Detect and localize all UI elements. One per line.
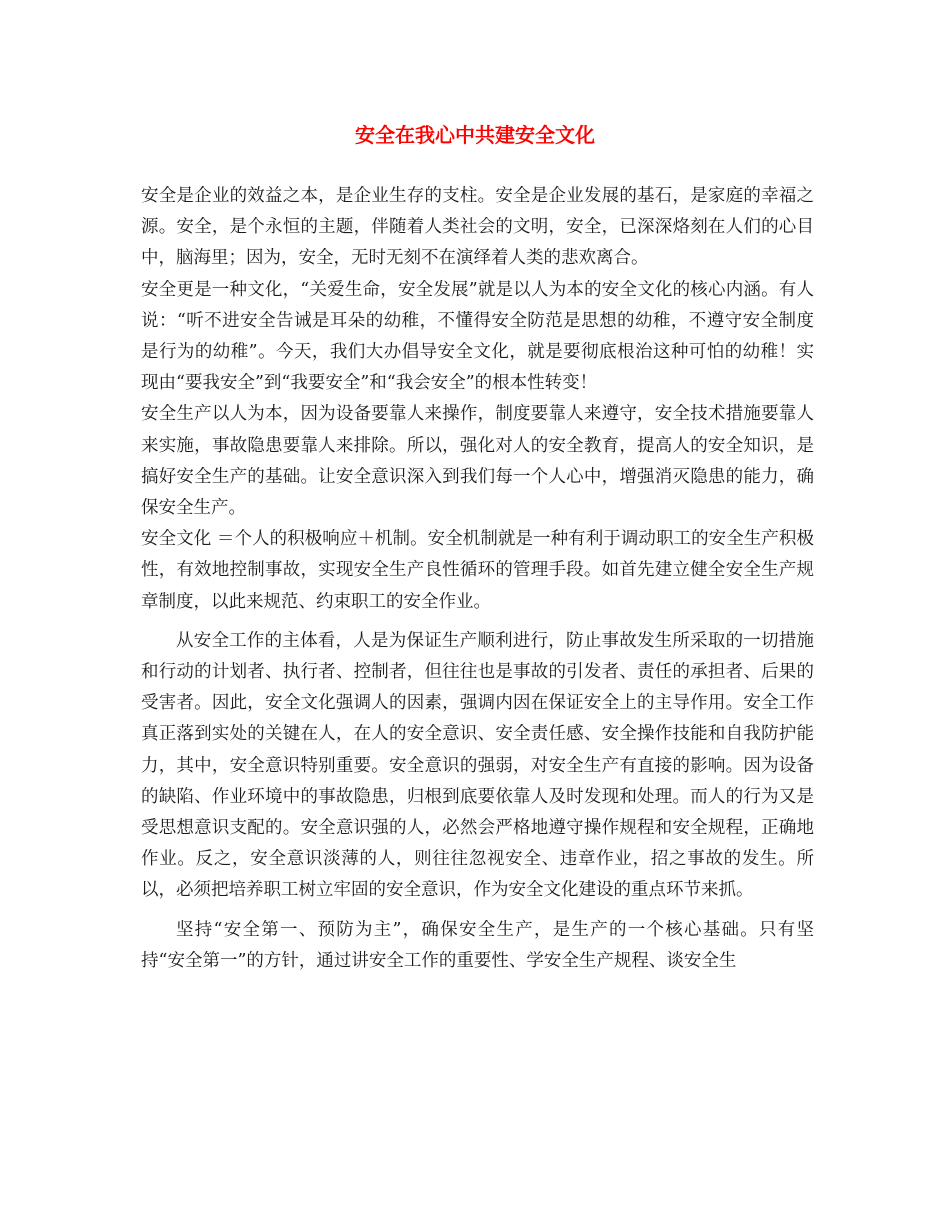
paragraph-6: 坚持“安全第一、预防为主”，确保安全生产，是生产的一个核心基础。只有坚持“安全第一”的方针，通过讲安全工作的重要性、学安全生产规程、谈安全生 bbox=[141, 919, 814, 971]
document-title: 安全在我心中共建安全文化 bbox=[355, 123, 595, 147]
paragraph-1: 安全是企业的效益之本，是企业生存的支柱。安全是企业发展的基石，是家庭的幸福之源。安全，是个永恒的主题，伴随着人类社会的文明，安全，已深深烙刻在人们的心目中，脑海里；因为，安全，无时无刻不在演绎着人类的悲欢离合。 bbox=[141, 186, 814, 269]
paragraph-spacer bbox=[141, 907, 814, 915]
document-body bbox=[141, 181, 814, 977]
paragraph-4: 安全文化 ＝个人的积极响应＋机制。安全机制就是一种有利于调动职工的安全生产积极性，有效地控制事故，实现安全生产良性循环的管理手段。如首先建立健全安全生产规章制度，以此来规范、约束职工的安全作业。 bbox=[141, 529, 814, 612]
paragraph-2: 安全更是一种文化，“关爱生命，安全发展”就是以人为本的安全文化的核心内涵。有人说：“听不进安全告诫是耳朵的幼稚，不懂得安全防范是思想的幼稚，不遵守安全制度是行为的幼稚”。今天，我们大办倡导安全文化，就是要彻底根治这种可怕的幼稚！实现由“要我安全”到“我要安全”和“我会安全”的根本性转变！ bbox=[141, 279, 814, 394]
paragraph-5: 从安全工作的主体看，人是为保证生产顺利进行，防止事故发生所采取的一切措施和行动的计划者、执行者、控制者，但往往也是事故的引发者、责任的承担者、后果的受害者。因此，安全文化强调人的因素，强调内因在保证安全上的主导作用。安全工作真正落到实处的关键在人，在人的安全意识、安全责任感、安全操作技能和自我防护能力，其中，安全意识特别重要。安全意识的强弱，对安全生产有直接的影响。因为设备的缺陷、作业环境中的事故隐患，归根到底要依靠人及时发现和处理。而人的行为又是受思想意识支配的。安全意识强的人，必然会严格地遵守操作规程和安全规程，正确地作业。反之，安全意识淡薄的人，则往往忽视安全、违章作业，招之事故的发生。所以，必须把培养职工树立牢固的安全意识，作为安全文化建设的重点环节来抓。 bbox=[141, 630, 814, 901]
paragraph-3: 安全生产以人为本，因为设备要靠人来操作，制度要靠人来遵守，安全技术措施要靠人来实施，事故隐患要靠人来排除。所以，强化对人的安全教育，提高人的安全知识，是搞好安全生产的基础。让安全意识深入到我们每一个人心中，增强消灭隐患的能力，确保安全生产。 bbox=[141, 404, 814, 519]
paragraph-spacer bbox=[141, 618, 814, 626]
